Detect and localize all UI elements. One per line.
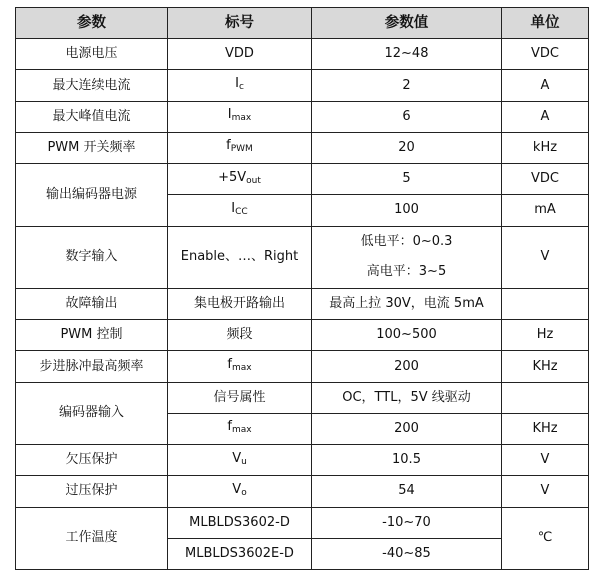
symbol-main: I bbox=[231, 200, 236, 216]
symbol-cell: 集电极开路输出 bbox=[168, 288, 312, 319]
table-row bbox=[16, 288, 589, 319]
unit-cell: KHz bbox=[502, 351, 589, 382]
table-row bbox=[16, 164, 589, 195]
unit-cell: VDC bbox=[502, 39, 589, 70]
symbol-sub: o bbox=[241, 487, 247, 498]
symbol-cell: MLBLDS3602-D bbox=[168, 507, 312, 538]
value-cell: 5 bbox=[312, 164, 502, 195]
symbol-sub: max bbox=[231, 425, 252, 436]
table-row bbox=[16, 70, 589, 101]
symbol-cell bbox=[168, 195, 312, 226]
unit-cell bbox=[502, 382, 589, 413]
unit-cell bbox=[502, 288, 589, 319]
unit-cell: Hz bbox=[502, 320, 589, 351]
symbol-sub: c bbox=[238, 82, 244, 93]
header-row bbox=[16, 8, 589, 39]
param-cell: 工作温度 bbox=[16, 507, 168, 570]
header-unit: 单位 bbox=[502, 8, 589, 39]
param-cell: 编码器输入 bbox=[16, 382, 168, 444]
table-row bbox=[16, 382, 589, 413]
symbol-main: f bbox=[227, 419, 232, 435]
symbol-cell: Enable、…、Right bbox=[168, 226, 312, 288]
unit-cell: VDC bbox=[502, 164, 589, 195]
value-cell: -10~70 bbox=[312, 507, 502, 538]
value-cell: 100~500 bbox=[312, 320, 502, 351]
unit-cell: A bbox=[502, 101, 589, 132]
header-param: 参数 bbox=[16, 8, 168, 39]
param-cell: 最大峰值电流 bbox=[16, 101, 168, 132]
value-low: 低电平：0~0.3 bbox=[360, 234, 453, 250]
value-cell: 12~48 bbox=[312, 39, 502, 70]
symbol-cell: 信号属性 bbox=[168, 382, 312, 413]
param-cell: 过压保护 bbox=[16, 476, 168, 507]
param-cell: 输出编码器电源 bbox=[16, 164, 168, 226]
symbol-main: V bbox=[232, 481, 242, 497]
unit-cell: mA bbox=[502, 195, 589, 226]
value-cell: 20 bbox=[312, 132, 502, 163]
param-cell: 故障输出 bbox=[16, 288, 168, 319]
unit-cell: KHz bbox=[502, 413, 589, 444]
value-cell: 200 bbox=[312, 351, 502, 382]
value-cell: 2 bbox=[312, 70, 502, 101]
table-row bbox=[16, 101, 589, 132]
unit-cell: A bbox=[502, 70, 589, 101]
symbol-cell bbox=[168, 445, 312, 476]
symbol-cell bbox=[168, 101, 312, 132]
symbol-cell bbox=[168, 164, 312, 195]
symbol-main: I bbox=[235, 76, 239, 92]
symbol-sub: max bbox=[231, 113, 252, 124]
unit-cell: V bbox=[502, 445, 589, 476]
value-cell: 100 bbox=[312, 195, 502, 226]
table-row bbox=[16, 351, 589, 382]
symbol-cell bbox=[168, 70, 312, 101]
symbol-sub: max bbox=[231, 363, 252, 374]
value-cell: OC，TTL，5V 线驱动 bbox=[312, 382, 502, 413]
symbol-cell bbox=[168, 476, 312, 507]
symbol-main: +5V bbox=[218, 169, 247, 185]
value-high: 高电平：3~5 bbox=[366, 264, 447, 280]
param-cell: 最大连续电流 bbox=[16, 70, 168, 101]
symbol-cell bbox=[168, 413, 312, 444]
symbol-main: V bbox=[232, 450, 242, 466]
param-cell: PWM 开关频率 bbox=[16, 132, 168, 163]
spec-table bbox=[15, 7, 589, 570]
unit-cell: V bbox=[502, 226, 589, 288]
value-cell bbox=[312, 226, 502, 288]
value-cell: 最高上拉 30V，电流 5mA bbox=[312, 288, 502, 319]
table-row bbox=[16, 320, 589, 351]
table-row bbox=[16, 507, 589, 538]
unit-cell: V bbox=[502, 476, 589, 507]
table-row bbox=[16, 39, 589, 70]
value-cell: 6 bbox=[312, 101, 502, 132]
unit-cell: kHz bbox=[502, 132, 589, 163]
header-value: 参数值 bbox=[312, 8, 502, 39]
table-row bbox=[16, 226, 589, 288]
symbol-main: I bbox=[227, 107, 232, 123]
symbol-cell: VDD bbox=[168, 39, 312, 70]
table-row bbox=[16, 476, 589, 507]
value-cell: 54 bbox=[312, 476, 502, 507]
symbol-cell: 频段 bbox=[168, 320, 312, 351]
symbol-sub: CC bbox=[235, 206, 248, 217]
value-cell: 10.5 bbox=[312, 445, 502, 476]
table-row bbox=[16, 445, 589, 476]
param-cell: PWM 控制 bbox=[16, 320, 168, 351]
param-cell: 步进脉冲最高频率 bbox=[16, 351, 168, 382]
unit-cell: ℃ bbox=[502, 507, 589, 570]
symbol-sub: u bbox=[241, 456, 247, 467]
symbol-main: f bbox=[227, 357, 232, 373]
symbol-main: f bbox=[226, 138, 231, 154]
symbol-cell bbox=[168, 132, 312, 163]
symbol-cell bbox=[168, 351, 312, 382]
symbol-sub: out bbox=[246, 175, 261, 186]
param-cell: 电源电压 bbox=[16, 39, 168, 70]
table-row bbox=[16, 132, 589, 163]
param-cell: 数字输入 bbox=[16, 226, 168, 288]
value-cell: 200 bbox=[312, 413, 502, 444]
param-cell: 欠压保护 bbox=[16, 445, 168, 476]
header-symbol: 标号 bbox=[168, 8, 312, 39]
symbol-sub: PWM bbox=[230, 144, 253, 155]
value-cell: -40~85 bbox=[312, 538, 502, 569]
symbol-cell: MLBLDS3602E-D bbox=[168, 538, 312, 569]
